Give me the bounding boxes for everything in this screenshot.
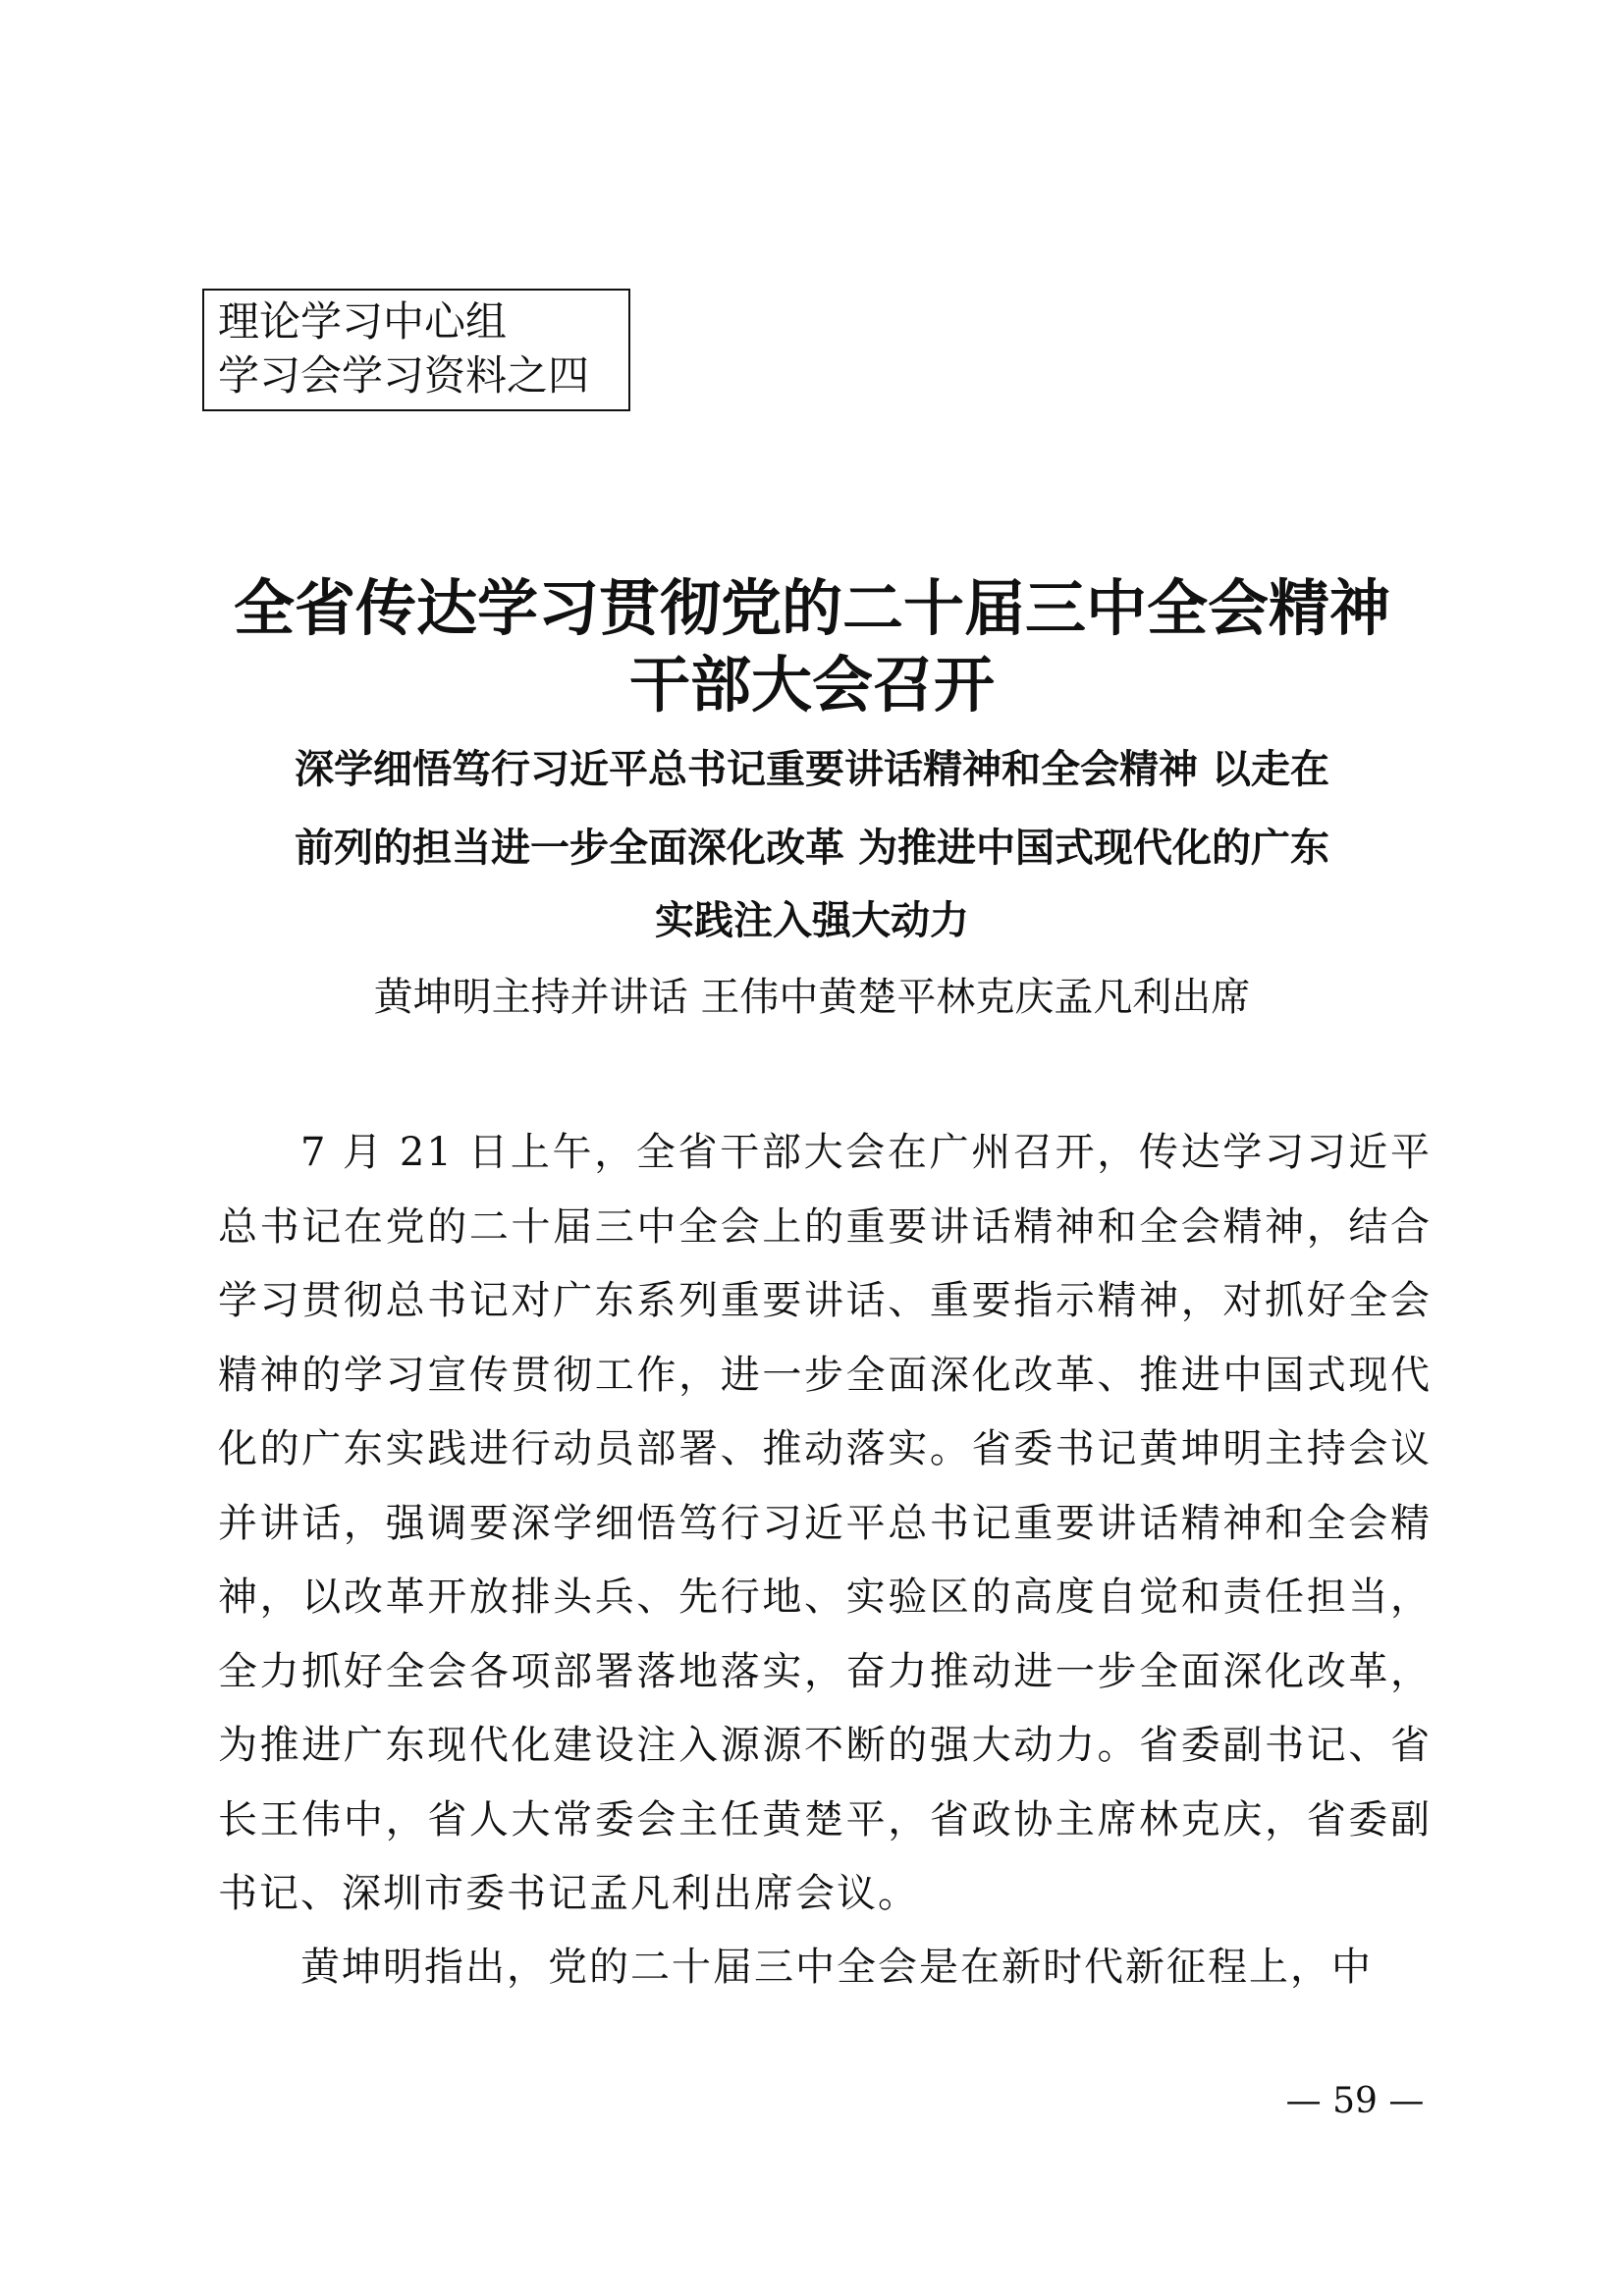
headline-line-2: 干部大会召开 [628, 649, 995, 721]
page-number: — 59 — [1285, 2081, 1425, 2121]
document-label-box [202, 289, 630, 411]
label-line-2: 学习会学习资料之四 [218, 351, 590, 400]
byline: 黄坤明主持并讲话 王伟中黄楚平林克庆孟凡利出席 [373, 975, 1251, 1020]
headline-line-1: 全省传达学习贯彻党的二十届三中全会精神 [233, 572, 1390, 644]
subheadline-line-3: 实践注入强大动力 [655, 898, 969, 943]
body-paragraph-1: 7 月 21 日上午，全省干部大会在广州召开，传达学习习近平总书记在党的二十届三中全会上的重要讲话精神和全会精神，结合学习贯彻总书记对广东系列重要讲话、重要指示精神，对抓好全会精神的学习宣传贯彻工作，进一步全面深化改革、推进中国式现代化的广东实践进行动员部署、推动落实。省委书记黄坤明主持会议并讲话，强调要深学细悟笃行习近平总书记重要讲话精神和全会精神，以改革开放排头兵、先行地、实验区的高度自觉和责任担当，全力抓好全会各项部署落地落实，奋力推动进一步全面深化改革，为推进广东现代化建设注入源源不断的强大动力。省委副书记、省长王伟中，省人大常委会主任黄楚平，省政协主席林克庆，省委副书记、深圳市委书记孟凡利出席会议。 [218, 1130, 1432, 1916]
label-line-1: 理论学习中心组 [218, 297, 508, 346]
subheadline-line-2: 前列的担当进一步全面深化改革 为推进中国式现代化的广东 [295, 826, 1329, 871]
subheadline-line-1: 深学细悟笃行习近平总书记重要讲话精神和全会精神 以走在 [295, 747, 1329, 792]
body-paragraph-2: 黄坤明指出，党的二十届三中全会是在新时代新征程上，中 [300, 1945, 1373, 1990]
